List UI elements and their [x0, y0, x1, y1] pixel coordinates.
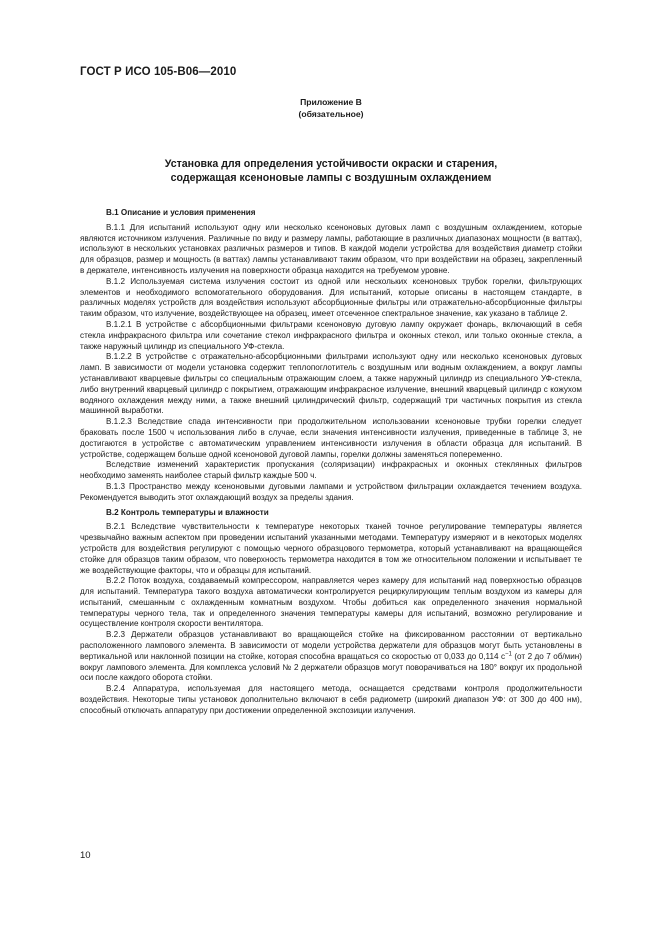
paragraph-b21: В.2.1 Вследствие чувствительности к температуре некоторых тканей точное регулирование температуры является чрезвычайно важным аспектом при проведении испытаний указанными методами. Температуру измеряют и в некоторых моделях устройств для воздействия регулируют с помощью черного образцового термометра, который устанавливают на вращающейся стойке для образцов таким образом, что поверхность термометра находится в том же относительном положении и испытывает те же воздействующие факторы, что и образцы для испытаний.: [80, 522, 582, 575]
paragraph-b23: [80, 630, 582, 684]
paragraph-b1121: В.1.2.1 В устройстве с абсорбционными фильтрами ксеноновую дуговую лампу окружает фонарь, включающий в себя стекла инфракрасного фильтра или сочетание стекол инфракрасного фильтра и оконных стекол, или только оконные стекла, а также наружный цилиндр из специального УФ-стекла.: [80, 319, 582, 351]
section-heading-b1: В.1 Описание и условия применения: [106, 208, 256, 217]
annex-heading: [80, 157, 582, 185]
paragraph-b112: В.1.2 Используемая система излучения состоит из одной или нескольких ксеноновых трубок горелки, фильтрующих элементов и необходимого вспомогательного оборудования. Для испытаний, которые описаны в настоящем стандарте, в различных моделях устройств для воздействия используют абсорбционные фильтры или отражательно-абсорбционные фильтры таким образом, что излучение, воздействующее на образец, имеет отсеченное спектральное значение, как указано в таблице 2.: [80, 276, 582, 319]
paragraph-b1123-cont: Вследствие изменений характеристик пропускания (соляризации) инфракрасных и оконных стеклянных фильтров необходимо заменять наиболее старый фильтр каждые 500 ч.: [80, 460, 582, 481]
document-code-header: ГОСТ Р ИСО 105-В06—2010: [80, 66, 237, 78]
paragraph-b1122: В.1.2.2 В устройстве с отражательно-абсорбционными фильтрами используют одну или несколько ксеноновых дуговых ламп. В зависимости от модели установка содержит теплопоглотитель с воздушным или водным охлаждением, а вокруг лампы устанавливают кварцевые фильтры со специальным отражающим слоем, а также наружный цилиндр из специального УФ-стекла, либо внутренний кварцевый цилиндр с покрытием, отражающим инфракрасное излучение, внешний кварцевый цилиндр с кожухом водяного охлаждения между ними, а также внешний цилиндрический фильтр, содержащий три частичных покрытия из стекла машинной выработки.: [80, 352, 582, 416]
unit-exponent: −1: [505, 651, 512, 658]
annex-heading-line-2: содержащая ксеноновые лампы с воздушным охлаждением: [170, 172, 492, 184]
paragraph-b113: В.1.3 Пространство между ксеноновыми дуговыми лампами и устройством фильтрации охлаждается течением воздуха. Рекомендуется выводить этот охлаждающий воздух за пределы здания.: [80, 481, 582, 502]
paragraph-b23-part-2: (от 2 до 7 об/мин) вокруг лампового элемента. Для комплекса условий № 2 держатели образцов могут поворачиваться на 180° вокруг их продольной оси после каждого оборота стойки.: [80, 651, 583, 683]
paragraph-b23-part-1: В.2.3 Держатели образцов устанавливают во вращающейся стойке на фиксированном расстоянии от вертикально расположенного лампового элемента. В зависимости от модели устройства держатели для образцов могут быть установлены в вертикальной или наклонной позиции на стойке, которая способна вращаться со скоростью от 0,033 до 0,114 с: [80, 630, 582, 661]
annex-title: Приложение В: [300, 97, 362, 107]
paragraph-b24: В.2.4 Аппаратура, используемая для настоящего метода, оснащается средствами контроля продолжительности воздействия. Некоторые типы установок дополнительно включают в себя радиометр (широкий диапазон УФ: от 300 до 400 нм), способный отключать аппаратуру при достижении определенной экспозиции излучения.: [80, 684, 582, 715]
paragraph-b1123: В.1.2.3 Вследствие спада интенсивности при продолжительном использовании ксеноновые трубки горелки следует браковать после 1500 ч использования либо в случае, если значения интенсивности излучения, приведенные в таблице 3, не достигаются в устройстве с автоматическим управлением интенсивности излучения в области образца для испытаний. В устройстве, содержащем больше одной ксеноновой дуговой лампы, горелки должны заменяться попеременно.: [80, 417, 582, 459]
section-heading-b2: В.2 Контроль температуры и влажности: [106, 507, 269, 517]
annex-heading-line-1: Установка для определения устойчивости окраски и старения,: [164, 158, 498, 170]
paragraph-b111: В.1.1 Для испытаний используют одну или несколько ксеноновых дуговых ламп с воздушным охлаждением, которые являются источником излучения. Различные по виду и размеру лампы, работающие в различных диапазонах мощности (в ваттах), используют в нескольких установках различных размеров и типов. В каждой модели устройства для воздействия диаметр стойки для образцов, размер и мощность (в ваттах) лампы устанавливают таким образом, что при воздействии на образец, закрепленный в держателе, интенсивность излучения на поверхности образца находится на требуемом уровне.: [80, 222, 582, 275]
paragraph-b22: В.2.2 Поток воздуха, создаваемый компрессором, направляется через камеру для испытаний над поверхностью образцов для испытаний. Температура такого воздуха автоматически контролируется рециркулирующим теплым воздухом из камеры для испытаний, смешанным с охлажденным комнатным воздухом. Чтобы добиться как определенного значения нормальной температуры черного тела, так и определенного значения температуры камеры для испытаний, возможно регулирование и осуществление контроля скорости вентилятора.: [80, 576, 582, 629]
page-number: 10: [80, 850, 91, 861]
annex-status: (обязательное): [298, 109, 364, 119]
document-body: [80, 206, 582, 717]
